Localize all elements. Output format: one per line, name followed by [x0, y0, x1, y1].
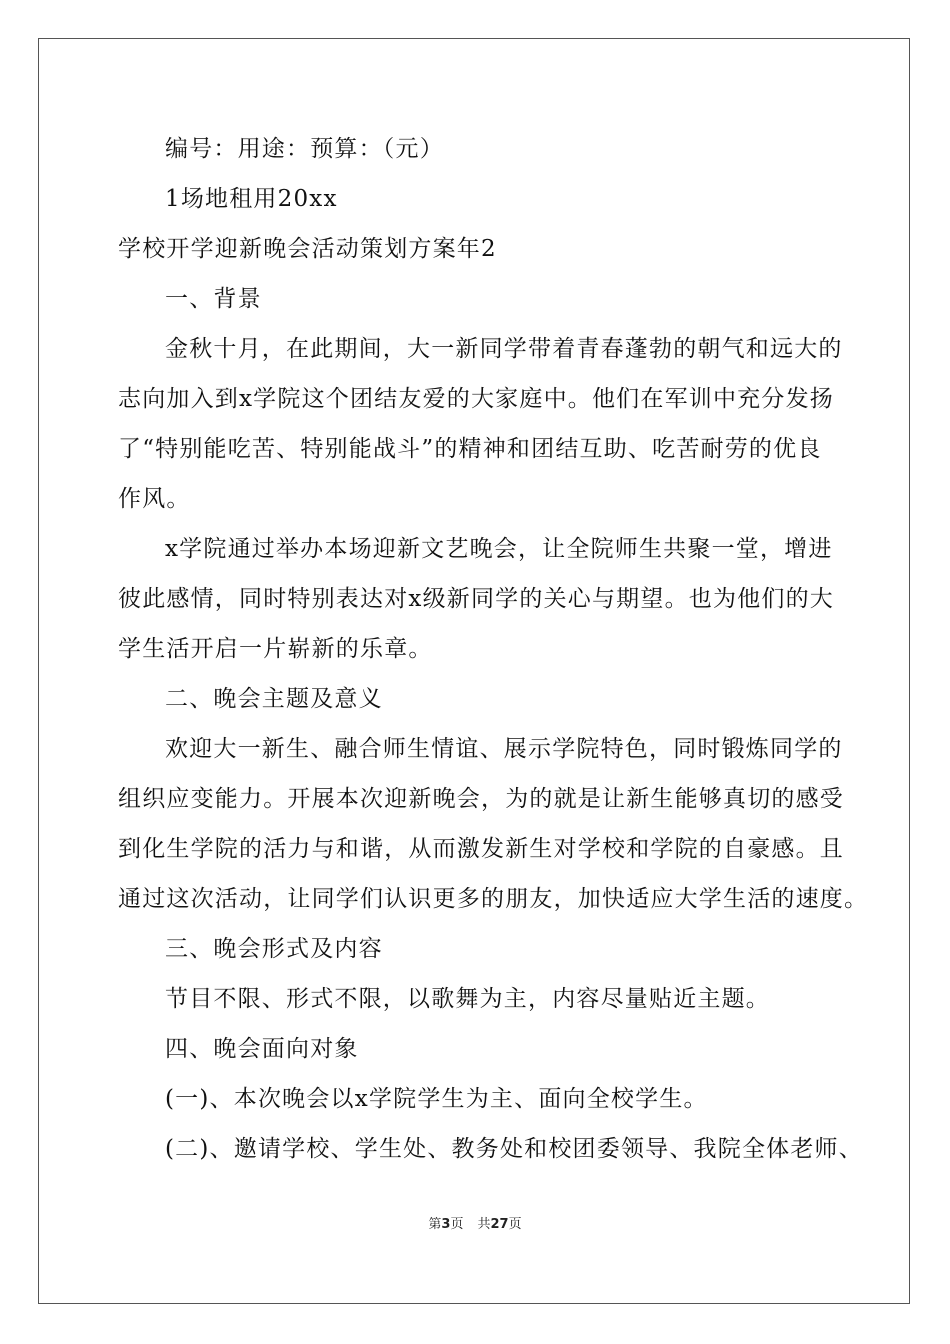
paragraph-line: 志向加入到x学院这个团结友爱的大家庭中。他们在军训中充分发扬 — [118, 386, 834, 412]
section-heading-audience: 四、晚会面向对象 — [165, 1036, 359, 1062]
page-number: 3 — [441, 1217, 451, 1232]
paragraph-line: 学生活开启一片崭新的乐章。 — [118, 636, 433, 662]
page-footer — [0, 1216, 950, 1234]
paragraph-line: 欢迎大一新生、融合师生情谊、展示学院特色，同时锻炼同学的 — [165, 736, 843, 762]
list-item: (一)、本次晚会以x学院学生为主、面向全校学生。 — [165, 1086, 708, 1112]
paragraph-line: 组织应变能力。开展本次迎新晚会，为的就是让新生能够真切的感受 — [118, 786, 844, 812]
paragraph-line: 节目不限、形式不限，以歌舞为主，内容尽量贴近主题。 — [165, 986, 770, 1012]
page-suffix: 页 — [450, 1217, 464, 1232]
section-heading-theme: 二、晚会主题及意义 — [165, 686, 383, 712]
paragraph-line: 金秋十月，在此期间，大一新同学带着青春蓬勃的朝气和远大的 — [165, 336, 843, 362]
budget-header-line: 编号：用途：预算：（元） — [165, 136, 444, 162]
paragraph-line: 到化生学院的活力与和谐，从而激发新生对学校和学院的自豪感。且 — [118, 836, 844, 862]
paragraph-line: x学院通过举办本场迎新文艺晚会，让全院师生共聚一堂，增进 — [165, 536, 833, 562]
page-border — [38, 38, 910, 1304]
list-item: (二)、邀请学校、学生处、教务处和校团委领导、我院全体老师、 — [165, 1136, 863, 1162]
paragraph-line: 彼此感情，同时特别表达对x级新同学的关心与期望。也为他们的大 — [118, 586, 834, 612]
paragraph-line: 作风。 — [118, 486, 191, 512]
section-heading-format: 三、晚会形式及内容 — [165, 936, 383, 962]
page-prefix: 第 — [428, 1217, 442, 1232]
total-prefix: 共 — [477, 1217, 491, 1232]
total-suffix: 页 — [508, 1217, 522, 1232]
section-heading-background: 一、背景 — [165, 286, 262, 312]
total-pages: 27 — [490, 1217, 509, 1232]
paragraph-line: 通过这次活动，让同学们认识更多的朋友，加快适应大学生活的速度。 — [118, 886, 869, 912]
document-title: 学校开学迎新晚会活动策划方案年2 — [118, 236, 497, 262]
paragraph-line: 了“特别能吃苦、特别能战斗”的精神和团结互助、吃苦耐劳的优良 — [118, 436, 822, 462]
venue-rental-line: 1场地租用20xx — [165, 186, 338, 212]
